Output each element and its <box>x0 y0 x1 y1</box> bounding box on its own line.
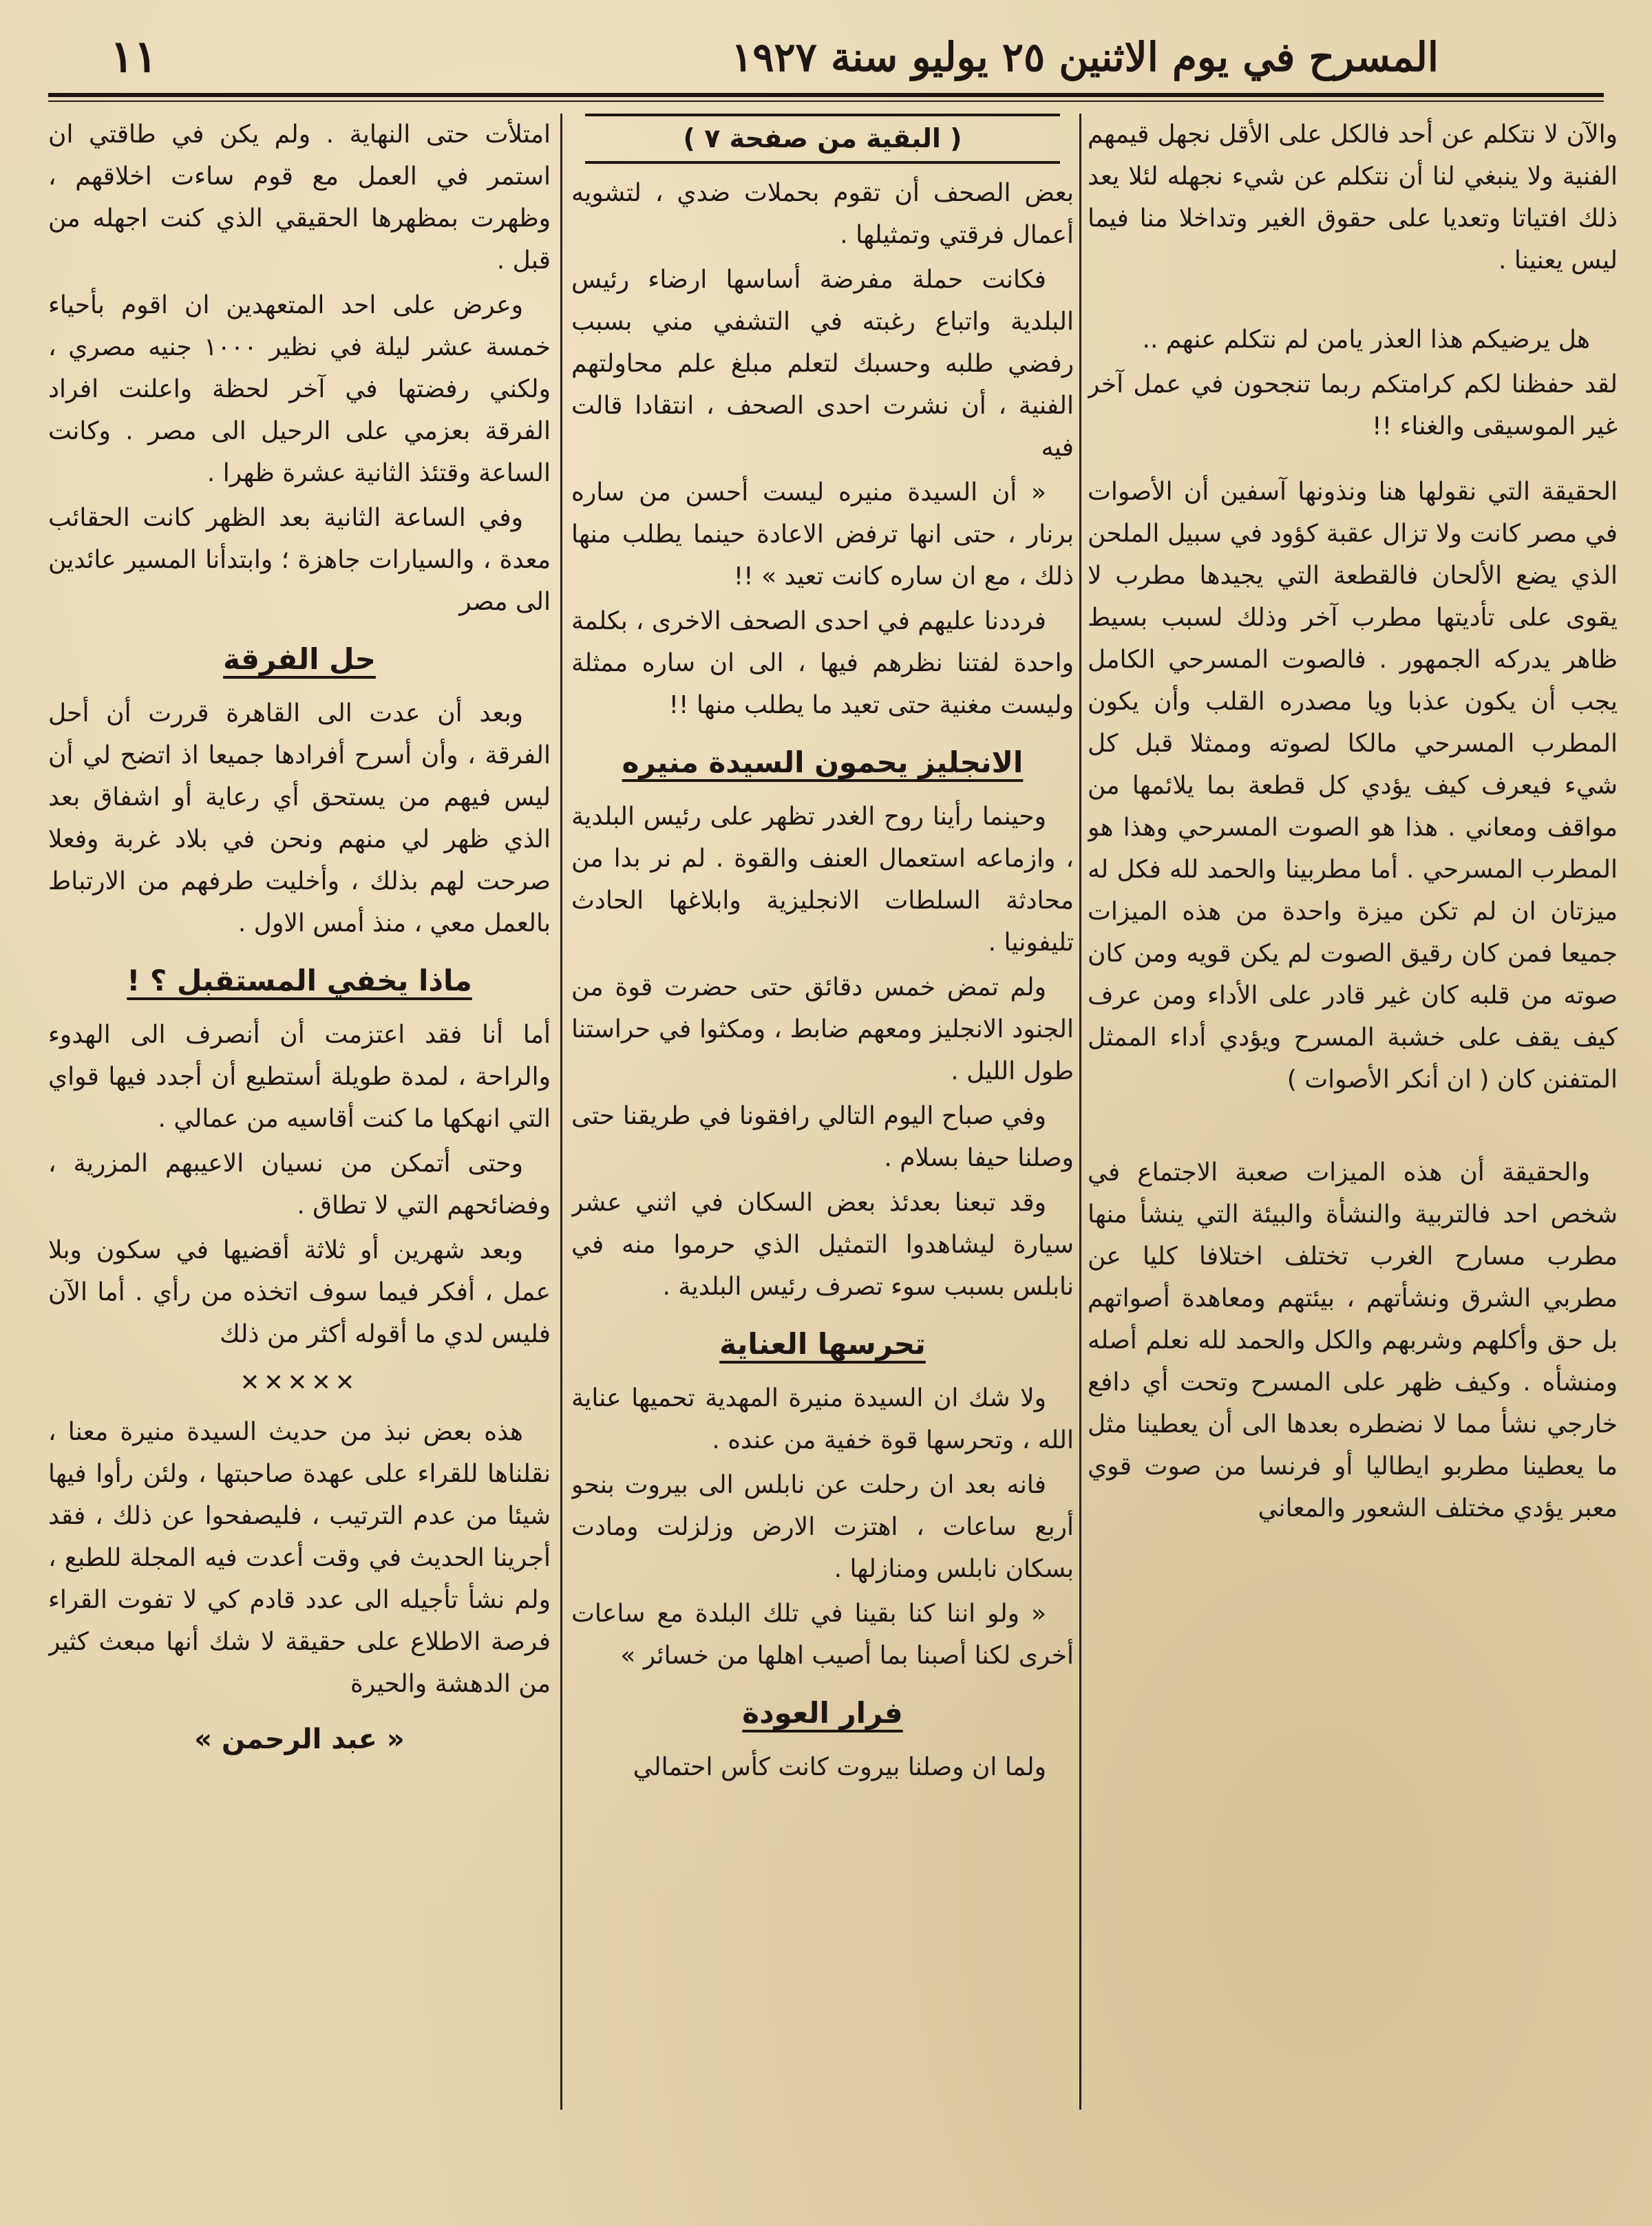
paragraph: وفي صباح اليوم التالي رافقونا في طريقنا حتى وصلنا حيفا بسلام . <box>571 1102 1074 1172</box>
subheading: ماذا يخفي المستقبل ؟ ! <box>127 964 472 997</box>
subheading: فرار العودة <box>742 1696 903 1730</box>
article-column-left <box>48 114 551 2199</box>
paragraph: وبعد أن عدت الى القاهرة قررت أن أحل الفرقة ، وأن أسرح أفرادها جميعا اذ اتضح لي أن ليس فيهم من يستحق أي رعاية أو اشفاق بعد الذي ظهر لي منهم ونحن في بلاد غربة وفعلا صرحت لهم بذلك ، وأخليت طرفهم من الارتباط بالعمل معي ، منذ أمس الاول . <box>48 699 551 937</box>
section-separator: ✕✕✕✕✕ <box>240 1369 359 1397</box>
article-column-right <box>1088 114 1618 2199</box>
paragraph: « أن السيدة منيره ليست أحسن من ساره برنار ، حتى انها ترفض الاعادة حينما يطلب منها ذلك ، مع ان ساره كانت تعيد » !! <box>571 478 1074 591</box>
paragraph: وقد تبعنا بعدئذ بعض السكان في اثني عشر سيارة ليشاهدوا التمثيل الذي حرموا منه في نابلس بسبب سوء تصرف رئيس البلدية . <box>571 1189 1074 1301</box>
header-rule-thin <box>48 100 1604 102</box>
page-number: ١١ <box>110 31 158 83</box>
paragraph: « ولو اننا كنا بقينا في تلك البلدة مع ساعات أخرى لكنا أصبنا بما أصيب اهلها من خسائر » <box>571 1600 1074 1670</box>
paragraph: وحتى أتمكن من نسيان الاعيبهم المزرية ، وفضائحهم التي لا تطاق . <box>48 1149 551 1220</box>
author-signature: « عبد الرحمن » <box>194 1724 405 1755</box>
subheading: تحرسها العناية <box>719 1327 926 1361</box>
paragraph: ولما ان وصلنا بيروت كانت كأس احتمالي <box>633 1753 1046 1781</box>
subheading: الانجليز يحمون السيدة منيره <box>622 745 1024 779</box>
paragraph: بعض الصحف أن تقوم بحملات ضدي ، لتشويه أعمال فرقتي وتمثيلها . <box>571 179 1074 249</box>
paragraph: لقد حفظنا لكم كرامتكم ربما تنجحون في عمل آخر غير الموسيقى والغناء !! <box>1088 370 1618 441</box>
paragraph: فكانت حملة مفرضة أساسها ارضاء رئيس البلدية واتباع رغبته في التشفي مني بسبب رفضي طلبه وحسبك لتعلم مبلغ علم محاولتهم الفنية ، أن نشرت احدى الصحف ، انتقادا قالت فيه <box>571 266 1074 462</box>
paragraph: والحقيقة أن هذه الميزات صعبة الاجتماع في شخص احد فالتربية والنشأة والبيئة التي ينشأ منها مطرب مسارح الغرب تختلف اختلافا كليا عن مطربي الشرق ونشأتهم ، بيئتهم ومعاهدة أصواتهم بل حق وأكلهم وشربهم والكل والحمد لله نعلم أصله ومنشأه . وكيف ظهر على المسرح وتحت أي دافع خارجي نشأ مما لا نضطره بعدها الى أن يعطينا مثل ما يعطينا مطربو ايطاليا أو فرنسا من صوت قوي معبر يؤدي مختلف الشعور والمعاني <box>1088 1158 1618 1523</box>
paragraph: فرددنا عليهم في احدى الصحف الاخرى ، بكلمة واحدة لفتنا نظرهم فيها ، الى ان ساره ممثلة وليست مغنية حتى تعيد ما يطلب منها !! <box>571 607 1074 719</box>
paragraph: ولم تمض خمس دقائق حتى حضرت قوة من الجنود الانجليز ومعهم ضابط ، ومكثوا في حراستنا طول الليل . <box>571 973 1074 1085</box>
subheading: حل الفرقة <box>223 642 376 676</box>
paragraph: أما أنا فقد اعتزمت أن أنصرف الى الهدوء والراحة ، لمدة طويلة أستطيع أن أجدد فيها قواي التي انهكها ما كنت أقاسيه من عمالي . <box>48 1021 551 1133</box>
paragraph: امتلأت حتى النهاية . ولم يكن في طاقتي ان استمر في العمل مع قوم ساءت اخلاقهم ، وظهرت بمظهرها الحقيقي الذي كنت اجهله من قبل . <box>48 120 551 275</box>
continuation-heading: ( البقية من صفحة ٧ ) <box>585 114 1060 164</box>
paragraph: وفي الساعة الثانية بعد الظهر كانت الحقائب معدة ، والسيارات جاهزة ؛ وابتدأنا المسير عائدين الى مصر <box>48 504 551 616</box>
column-divider-left <box>560 114 562 2110</box>
spacer <box>1088 450 1618 471</box>
page-header <box>48 28 1597 86</box>
column-divider-right <box>1079 114 1081 2110</box>
article-column-middle <box>571 114 1074 2199</box>
paragraph: الحقيقة التي نقولها هنا ونذونها آسفين أن الأصوات في مصر كانت ولا تزال عقبة كؤود في سبيل الملحن الذي يضع الألحان فالقطعة التي يجيدها مطرب لا يقوى على تأديتها مطرب آخر وذلك لسبب بسيط ظاهر يدركه الجمهور . فالصوت المسرحي الكامل يجب أن يكون عذبا ويا مصدره القلب وأن يكون المطرب المسرحي مالكا لصوته وممثلا قبل كل شيء فيعرف كيف يؤدي كل قطعة بما يلائمها من مواقف ومعاني . هذا هو الصوت المسرحي وهذا هو المطرب المسرحي . أما مطربينا والحمد لله فكل له ميزتان ان لم تكن ميزة واحدة من هذه الميزات جميعا فمن كان رقيق الصوت لم يكن قويه ومن كان صوته من قلبه كان غير قادر على الأداء ومن عرف كيف يقف على خشبة المسرح ويؤدي أداء الممثل المتفنن كان ( ان أنكر الأصوات ) <box>1088 478 1618 1094</box>
paragraph: ولا شك ان السيدة منيرة المهدية تحميها عناية الله ، وتحرسها قوة خفية من عنده . <box>571 1384 1074 1454</box>
paragraph: وبعد شهرين أو ثلاثة أقضيها في سكون وبلا عمل ، أفكر فيما سوف اتخذه من رأي . أما الآن فليس لدي ما أقوله أكثر من ذلك <box>48 1236 551 1348</box>
header-rule <box>48 93 1604 97</box>
paragraph: هل يرضيكم هذا العذر يامن لم نتكلم عنهم .. <box>1142 326 1590 354</box>
spacer <box>1088 284 1618 319</box>
paragraph: وحينما رأينا روح الغدر تظهر على رئيس البلدية ، وازماعه استعمال العنف والقوة . لم نر بدا من محادثة السلطات الانجليزية وابلاغها الحادث تليفونيا . <box>571 803 1074 957</box>
paragraph: هذه بعض نبذ من حديث السيدة منيرة معنا ، نقلناها للقراء على عهدة صاحبتها ، ولئن رأوا فيها شيئا من عدم الترتيب ، فليصفحوا عن ذلك ، فقد أجرينا الحديث في وقت أعدت فيه المجلة للطبع ، ولم نشأ تأجيله الى عدد قادم كي لا تفوت القراء فرصة الاطلاع على حقيقة لا شك أنها مبعث كثير من الدهشة والحيرة <box>48 1418 551 1698</box>
paragraph: وعرض على احد المتعهدين ان اقوم بأحياء خمسة عشر ليلة في نظير ١٠٠٠ جنيه مصري ، ولكني رفضتها في آخر لحظة واعلنت افراد الفرقة بعزمي على الرحيل الى مصر . وكانت الساعة وقتئذ الثانية عشرة ظهرا . <box>48 291 551 487</box>
paragraph: والآن لا نتكلم عن أحد فالكل على الأقل نجهل قيمهم الفنية ولا ينبغي لنا أن نتكلم عن شيء نجهله لئلا يعد ذلك افتياتا وتعديا على حقوق الغير وتداخلا منا فيما ليس يعنينا . <box>1088 120 1618 275</box>
paragraph: فانه بعد ان رحلت عن نابلس الى بيروت بنحو أربع ساعات ، اهتزت الارض وزلزلت ومادت بسكان نابلس ومنازلها . <box>571 1471 1074 1583</box>
spacer <box>1088 1103 1618 1152</box>
masthead-title: المسرح في يوم الاثنين ٢٥ يوليو سنة ١٩٢٧ <box>731 33 1439 81</box>
